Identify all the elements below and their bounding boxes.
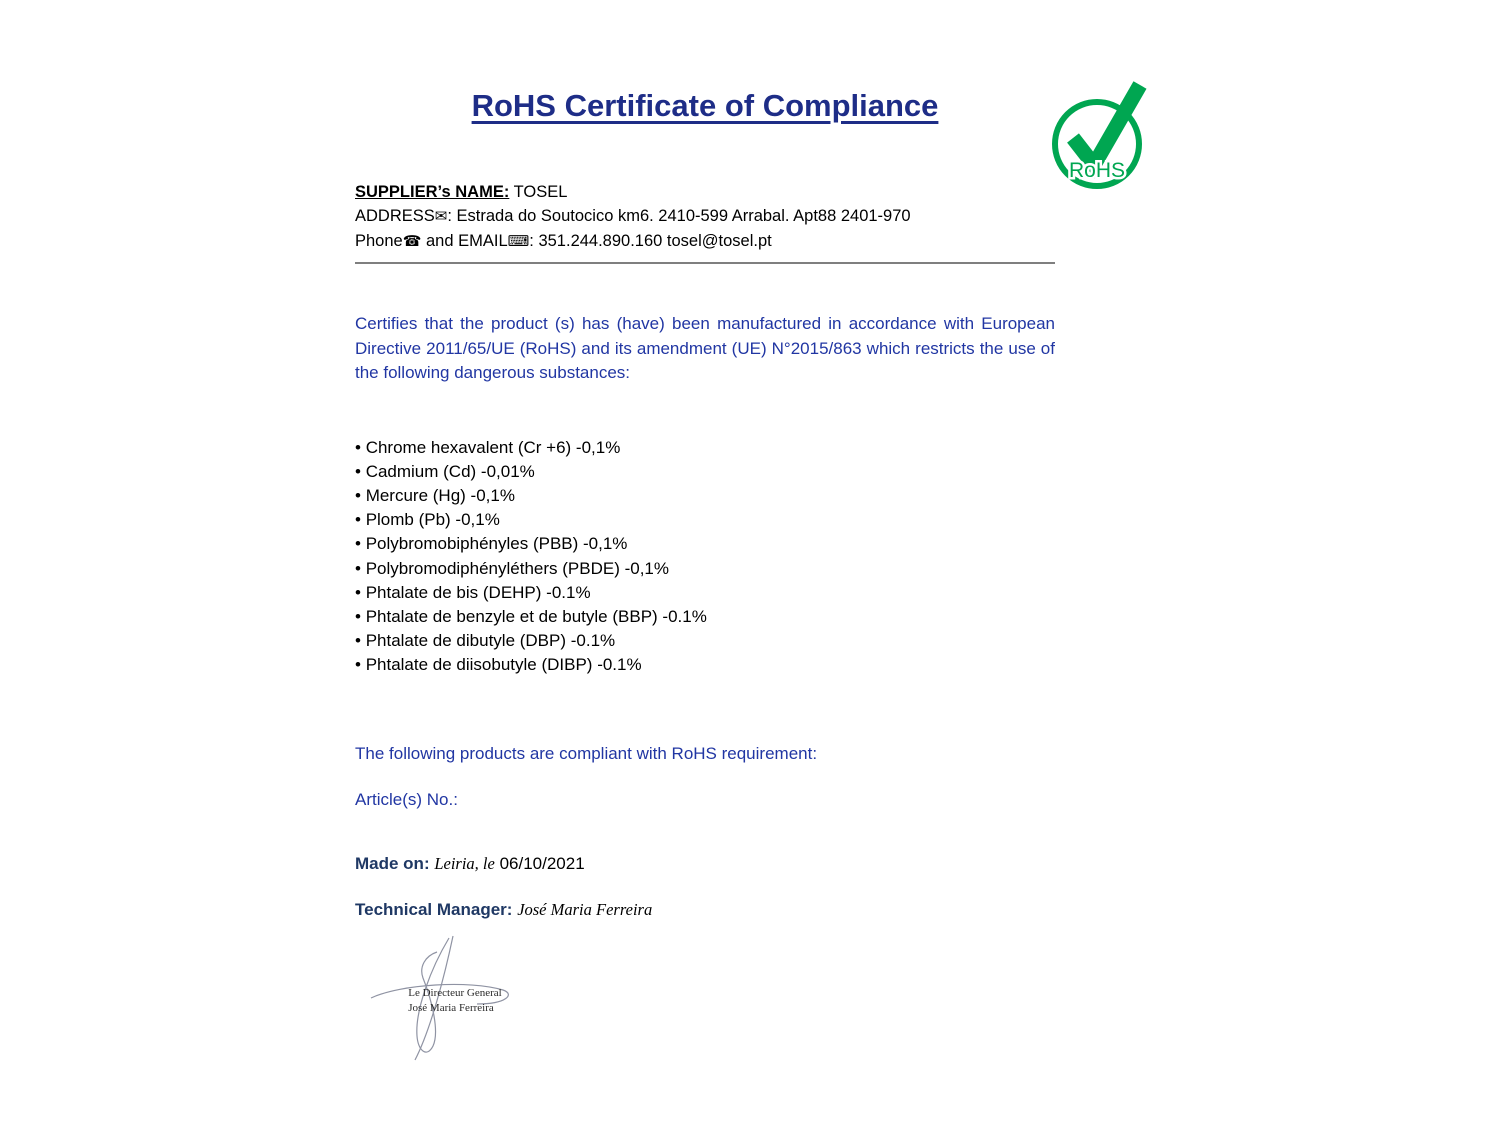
computer-icon: ⌨ <box>507 233 530 250</box>
supplier-name-label: SUPPLIER’s NAME: <box>355 183 510 201</box>
substance-item: • Chrome hexavalent (Cr +6) -0,1% <box>355 436 1055 460</box>
address-value: : Estrada do Soutocico km6. 2410-599 Arrabal. Apt88 2401-970 <box>447 207 911 225</box>
article-number-label: Article(s) No.: <box>355 789 458 809</box>
technical-manager-label: Technical Manager: <box>355 899 513 919</box>
made-on-label: Made on: <box>355 853 430 873</box>
contact-value: : 351.244.890.160 tosel@tosel.pt <box>529 232 772 250</box>
technical-manager-line <box>355 900 1055 920</box>
substance-item: • Phtalate de bis (DEHP) -0.1% <box>355 581 1055 605</box>
substance-item: • Polybromobiphényles (PBB) -0,1% <box>355 532 1055 556</box>
signature-line2: José Maria Ferreira <box>408 1001 494 1014</box>
substance-item: • Plomb (Pb) -0,1% <box>355 508 1055 532</box>
supplier-name-line <box>355 180 1055 204</box>
substances-list <box>355 436 1055 678</box>
substance-item: • Cadmium (Cd) -0,01% <box>355 460 1055 484</box>
check-icon <box>1073 85 1140 165</box>
document-body <box>355 0 1055 1066</box>
substance-item: • Mercure (Hg) -0,1% <box>355 484 1055 508</box>
technical-manager-name: José Maria Ferreira <box>517 899 653 919</box>
address-label: ADDRESS <box>355 207 435 225</box>
contact-line <box>355 229 1055 254</box>
rohs-logo-label: RoHS <box>1068 159 1126 182</box>
supplier-name-value: TOSEL <box>513 183 568 201</box>
address-line <box>355 204 1055 229</box>
made-on-line <box>355 854 1055 874</box>
phone-label: Phone <box>355 232 403 250</box>
substance-item: • Phtalate de diisobutyle (DIBP) -0.1% <box>355 653 1055 677</box>
made-on-date: 06/10/2021 <box>499 853 585 873</box>
rohs-logo-graphic <box>1050 78 1152 192</box>
substance-item: • Phtalate de benzyle et de butyle (BBP) -0.1% <box>355 605 1055 629</box>
certification-statement: Certifies that the product (s) has (have) been manufactured in accordance with European Directive 2011/65/UE (RoHS) and its amendment (UE) N°2015/863 which restricts the use of the following dangerous substances: <box>355 314 1055 382</box>
compliance-statement: The following products are compliant with RoHS requirement: <box>355 743 818 763</box>
email-label: and EMAIL <box>421 232 508 250</box>
phone-icon: ☎ <box>402 233 422 250</box>
envelope-icon: ✉ <box>434 208 448 225</box>
section-divider <box>355 262 1055 264</box>
signature-line1: Le Directeur General <box>408 986 502 999</box>
signature-block <box>357 934 542 1066</box>
made-on-place: Leiria, le <box>434 853 495 873</box>
substance-item: • Polybromodiphényléthers (PBDE) -0,1% <box>355 557 1055 581</box>
rohs-logo <box>1050 78 1152 192</box>
supplier-block <box>355 180 1055 254</box>
substance-item: • Phtalate de dibutyle (DBP) -0.1% <box>355 629 1055 653</box>
signature-icon <box>357 934 542 1066</box>
page-title: RoHS Certificate of Compliance <box>471 88 939 123</box>
